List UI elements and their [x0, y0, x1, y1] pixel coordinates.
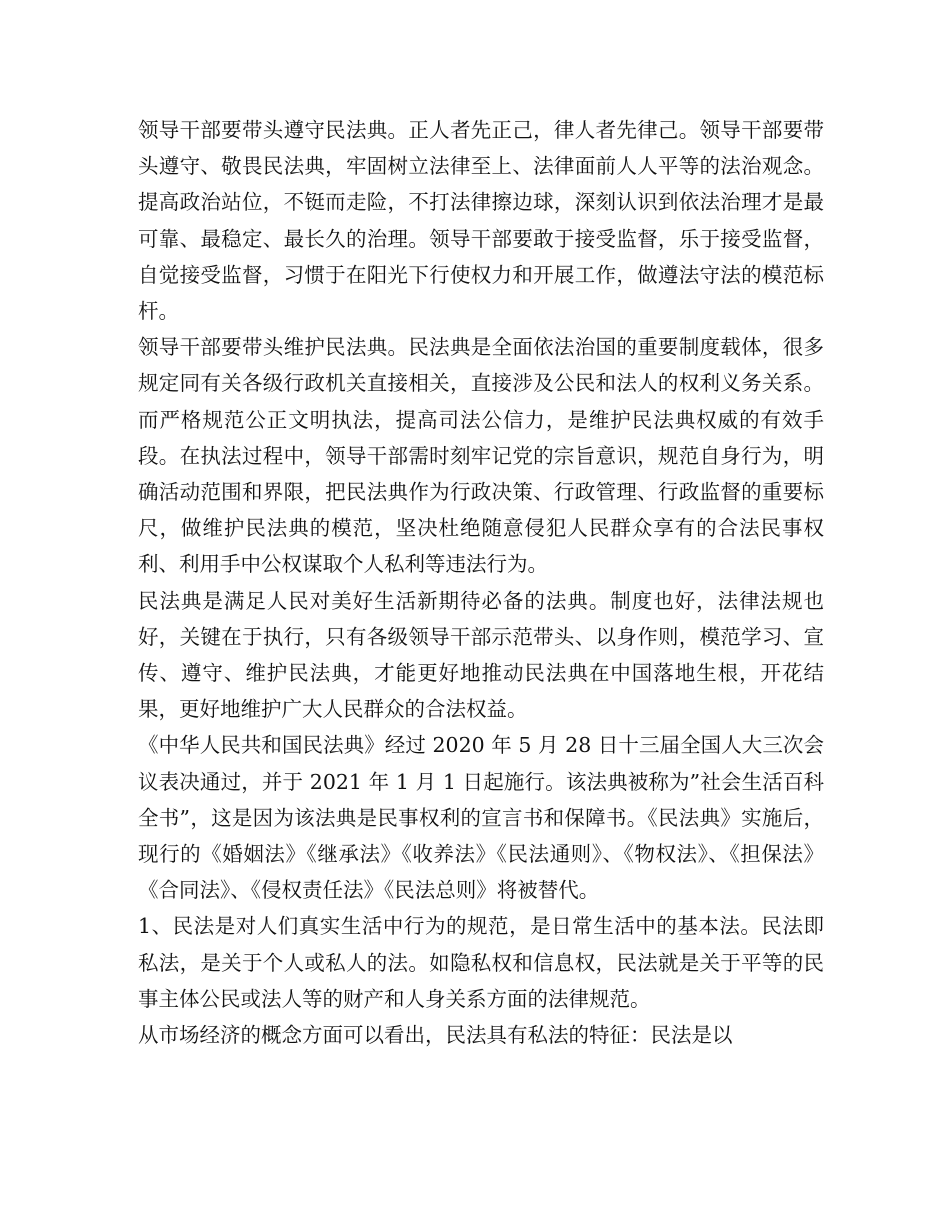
- document-body: [138, 112, 824, 1053]
- paragraph-civil-code-passage: 《中华人民共和国民法典》经过 2020 年 5 月 28 日十三届全国人大三次会议表决通过，并于 2021 年 1 月 1 日起施行。该法典被称为”社会生活百科全书”，这是因为该法典是民事权利的宣言书和保障书。《民法典》实施后，现行的《婚姻法》《继承法》《收养法》《民法通则》、《物权法》、《担保法》《合同法》、《侵权责任法》《民法总则》将被替代。: [138, 733, 824, 903]
- paragraph-private-law-features: 从市场经济的概念方面可以看出，民法具有私法的特征：民法是以: [138, 1023, 733, 1048]
- paragraph-lead-abide: 领导干部要带头遵守民法典。正人者先正己，律人者先律己。领导干部要带头遵守、敬畏民法典，牢固树立法律至上、法律面前人人平等的法治观念。提高政治站位，不铤而走险，不打法律擦边球，深刻认识到依法治理才是最可靠、最稳定、最长久的治理。领导干部要敢于接受监督，乐于接受监督，自觉接受监督，习惯于在阳光下行使权力和开展工作，做遵法守法的模范标杆。: [138, 118, 824, 324]
- paragraph-better-life: 民法典是满足人民对美好生活新期待必备的法典。制度也好，法律法规也好，关键在于执行，只有各级领导干部示范带头、以身作则，模范学习、宣传、遵守、维护民法典，才能更好地推动民法典在中国落地生根，开花结果，更好地维护广大人民群众的合法权益。: [138, 588, 824, 722]
- paragraph-civil-law-definition: 1、民法是对人们真实生活中行为的规范，是日常生活中的基本法。民法即私法，是关于个人或私人的法。如隐私权和信息权，民法就是关于平等的民事主体公民或法人等的财产和人身关系方面的法律规范。: [138, 914, 824, 1011]
- paragraph-lead-uphold: 领导干部要带头维护民法典。民法典是全面依法治国的重要制度载体，很多规定同有关各级行政机关直接相关，直接涉及公民和法人的权利义务关系。而严格规范公正文明执法，提高司法公信力，是维护民法典权威的有效手段。在执法过程中，领导干部需时刻牢记党的宗旨意识，规范自身行为，明确活动范围和界限，把民法典作为行政决策、行政管理、行政监督的重要标尺，做维护民法典的模范，坚决杜绝随意侵犯人民群众享有的合法民事权利、利用手中公权谋取个人私利等违法行为。: [138, 335, 824, 577]
